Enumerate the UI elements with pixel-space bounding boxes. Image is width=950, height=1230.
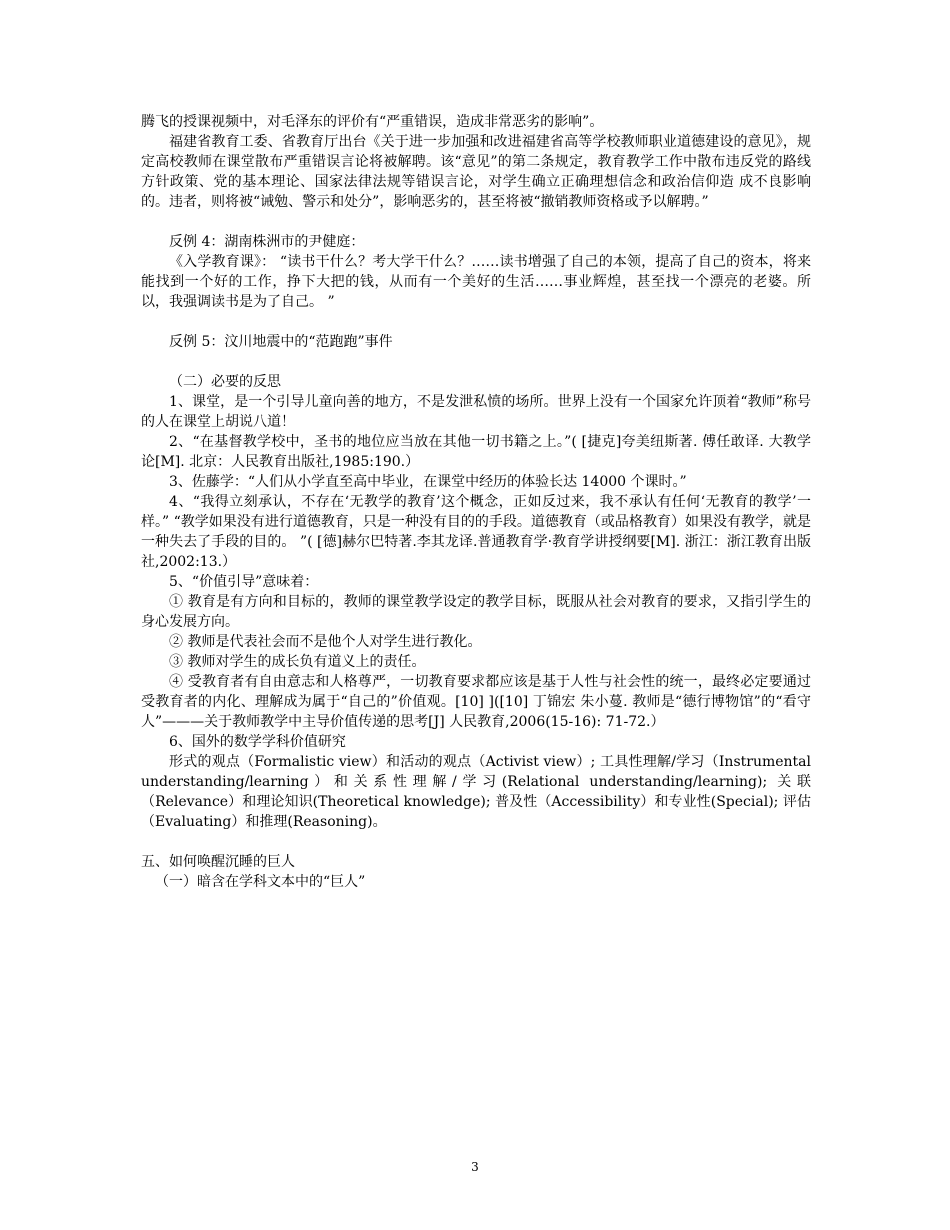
reflection-item-1: 1、课堂，是一个引导儿童向善的地方，不是发泄私愤的场所。世界上没有一个国家允许顶着“教师”称号的人在课堂上胡说八道！ [141, 394, 811, 430]
heading-counterexample-5: 反例 5：汶川地震中的“范跑跑”事件 [169, 334, 393, 350]
reflection-item-4: 4、“我得立刻承认，不存在‘无教学的教育’这个概念，正如反过来，我不承认有任何‘无教育的教学’一样。” “教学如果没有进行道德教育，只是一种没有目的的手段。道德教育（或品格教育）如果没有教学，就是一种失去了手段的目的。 ”( [德]赫尔巴特著.李其龙译.普通教育学·教育学讲授纲要[M]. 浙江：浙江教育出版社,2002:13.） [141, 494, 811, 570]
spacer [141, 352, 811, 372]
reflection-item-2: 2、“在基督教学校中，圣书的地位应当放在其他一切书籍之上。”( [捷克]夸美纽斯著. 傅任敢译. 大教学论[M]. 北京：人民教育出版社,1985:190.） [141, 434, 811, 470]
value-guidance-point-3: ③ 教师对学生的成长负有道义上的责任。 [169, 654, 426, 670]
paragraph-math-value-views: 形式的观点（Formalistic view）和活动的观点（Activist view）; 工具性理解/学习（Instrumental understanding/learning）和关系性理解/学习(Relational understanding/learning); 关联（Relevance）和理论知识(Theoretical knowledge); 普及性（Accessibility）和专业性(Special); 评估（Evaluating）和推理(Reasoning)。 [141, 754, 811, 830]
paragraph-video-evaluation: 腾飞的授课视频中，对毛泽东的评价有“严重错误，造成非常恶劣的影响”。 [141, 114, 604, 130]
document-body [141, 112, 811, 892]
paragraph-fujian-regulation: 福建省教育工委、省教育厅出台《关于进一步加强和改进福建省高等学校教师职业道德建设的意见》，规定高校教师在课堂散布严重错误言论将被解聘。该“意见”的第二条规定，教育教学工作中散布违反党的路线方针政策、党的基本理论、国家法律法规等错误言论，对学生确立正确理想信念和政治信仰造 成不良影响的。违者，则将被“诫勉、警示和处分”，影响恶劣的，甚至将被“撤销教师资格或予以解聘。” [141, 134, 811, 210]
reflection-item-6: 6、国外的数学学科价值研究 [169, 734, 346, 750]
value-guidance-point-2: ② 教师是代表社会而不是他个人对学生进行教化。 [169, 634, 482, 650]
heading-necessary-reflection: （二）必要的反思 [169, 374, 281, 390]
spacer [141, 312, 811, 332]
reflection-item-3: 3、佐藤学：“人们从小学直至高中毕业，在课堂中经历的体验长达 14000 个课时。” [169, 474, 687, 490]
section-heading-5: 五、如何唤醒沉睡的巨人 [141, 854, 295, 870]
subsection-heading-1: （一）暗含在学科文本中的“巨人” [155, 874, 366, 890]
spacer [141, 212, 811, 232]
value-guidance-point-1: ① 教育是有方向和目标的，教师的课堂教学设定的教学目标，既服从社会对教育的要求，又指引学生的身心发展方向。 [141, 594, 811, 630]
page-number: 3 [471, 1160, 479, 1174]
reflection-item-5: 5、“价值引导”意味着： [169, 574, 319, 590]
value-guidance-point-4: ④ 受教育者有自由意志和人格尊严，一切教育要求都应该是基于人性与社会性的统一，最终必定要通过受教育者的内化、理解成为属于“自己的”价值观。[10] ]([10] 丁锦宏 朱小蔓. 教师是“德行博物馆”的“看守人”———关于教师教学中主导价值传递的思考[J] 人民教育,2006(15-16): 71-72.） [141, 674, 811, 730]
paragraph-orientation-lecture: 《入学教育课》： “读书干什么？考大学干什么？……读书增强了自己的本领，提高了自己的资本，将来能找到一个好的工作，挣下大把的钱，从而有一个美好的生活……事业辉煌，甚至找一个漂亮的老婆。所以，我强调读书是为了自己。 ” [141, 254, 811, 310]
heading-counterexample-4: 反例 4：湖南株洲市的尹健庭： [169, 234, 365, 250]
spacer [141, 832, 811, 852]
